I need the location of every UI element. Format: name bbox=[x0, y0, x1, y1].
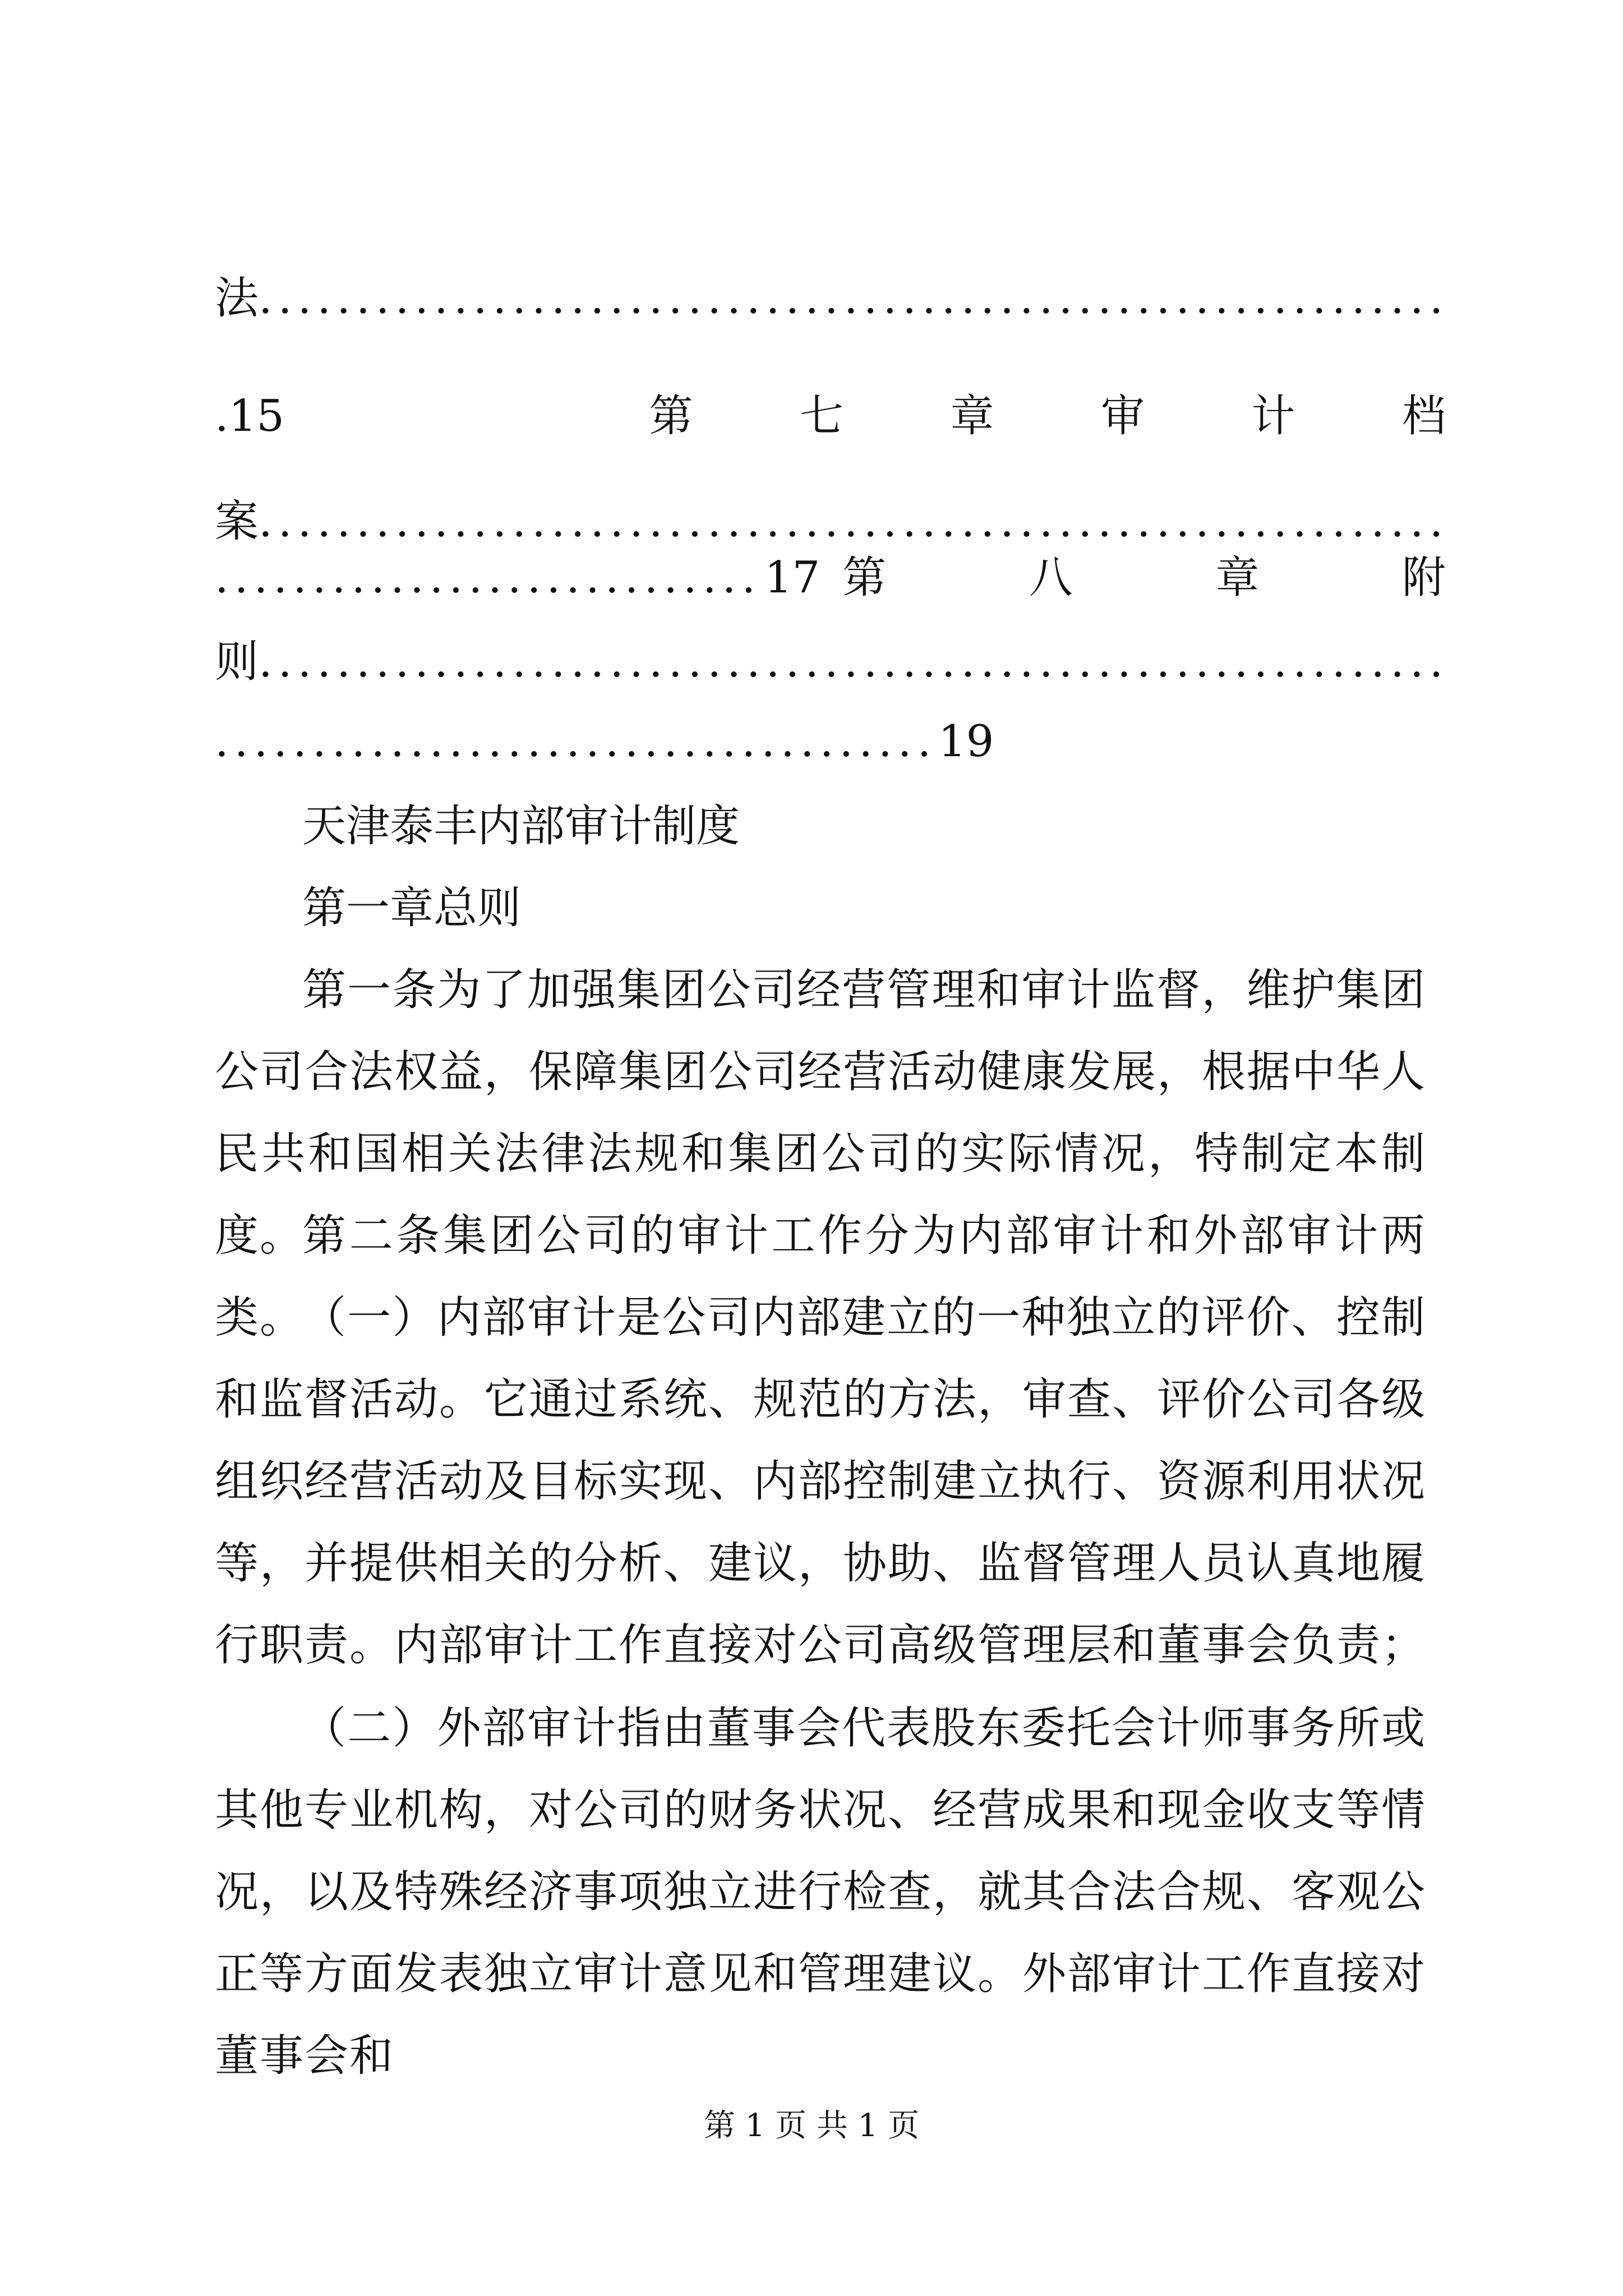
item-2-paragraph: （二）外部审计指由董事会代表股东委托会计师事务所或其他专业机构，对公司的财务状况、经营成果和现金收支等情况，以及特殊经济事项独立进行检查，就其合法合规、客观公正等方面发表独立审计意见和管理建议。外部审计工作直接对董事会和 bbox=[215, 1703, 1427, 2081]
toc-chapter-label bbox=[842, 550, 1446, 606]
toc-page-number: 17 bbox=[764, 553, 820, 603]
toc-text: 法 bbox=[215, 273, 259, 324]
toc-dot-leader bbox=[259, 494, 1446, 550]
toc-char: 章 bbox=[1215, 553, 1260, 603]
toc-dot-leader bbox=[259, 634, 1446, 690]
toc-line-5 bbox=[215, 634, 1446, 690]
toc-dot-leader bbox=[259, 270, 1446, 326]
article-2-paragraph: 第二条集团公司的审计工作分为内部审计和外部审计两类。 bbox=[215, 1211, 1426, 1343]
chapter-heading: 第一章总则 bbox=[302, 883, 522, 933]
toc-char: 审 bbox=[1100, 391, 1145, 441]
toc-page-number: 19 bbox=[938, 716, 994, 767]
toc-text: 则 bbox=[215, 637, 259, 687]
toc-dot-leader bbox=[215, 714, 938, 770]
toc-char: 章 bbox=[950, 391, 994, 441]
toc-char: 第 bbox=[649, 391, 693, 441]
toc-char: 八 bbox=[1029, 553, 1073, 603]
toc-char: 档 bbox=[1401, 391, 1446, 441]
toc-char: 附 bbox=[1401, 553, 1446, 603]
toc-line-3 bbox=[215, 494, 1446, 550]
article-1-paragraph: 第一条为了加强集团公司经营管理和审计监督，维护集团公司合法权益，保障集团公司经营活动健康发展，根据中华人民共和国相关法律法规和集团公司的实际情况，特制定本制度。 bbox=[215, 965, 1427, 1261]
document-title: 天津泰丰内部审计制度 bbox=[302, 801, 740, 852]
toc-page-number: .15 bbox=[215, 391, 285, 441]
toc-char: 第 bbox=[842, 553, 887, 603]
toc-line-4 bbox=[215, 550, 1446, 606]
toc-line-2 bbox=[215, 388, 1446, 444]
toc-char: 计 bbox=[1251, 391, 1295, 441]
toc-dot-leader bbox=[215, 550, 764, 606]
toc-char: 七 bbox=[800, 391, 844, 441]
toc-line-6 bbox=[215, 714, 1446, 770]
toc-line-1 bbox=[215, 270, 1446, 326]
toc-text: 案 bbox=[215, 496, 259, 547]
item-1-paragraph: （一）内部审计是公司内部建立的一种独立的评价、控制和监督活动。它通过系统、规范的方法，审查、评价公司各级组织经营活动及目标实现、内部控制建立执行、资源利用状况等，并提供相关的分析、建议，协助、监督管理人员认真地履行职责。内部审计工作直接对公司高级管理层和董事会负责； bbox=[215, 1292, 1427, 1671]
page-footer: 第 1 页 共 1 页 bbox=[703, 2108, 920, 2144]
